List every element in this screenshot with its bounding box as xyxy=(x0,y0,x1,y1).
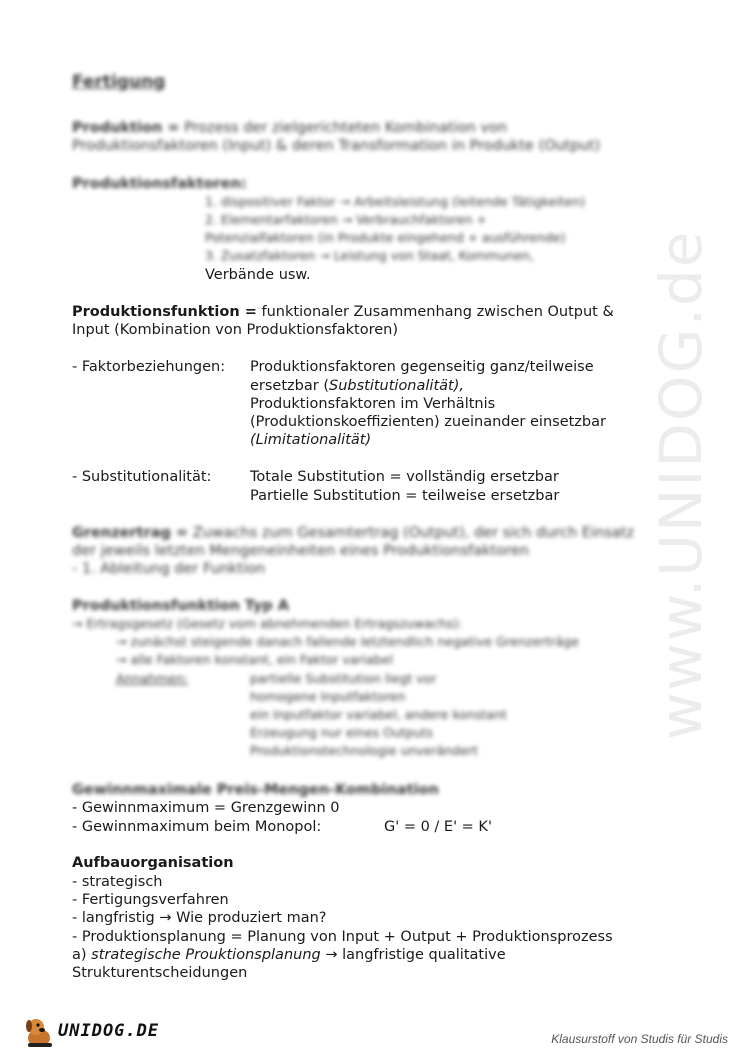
gewinn-heading: Gewinnmaximale Preis-Mengen-Kombination xyxy=(72,782,439,798)
aufbau-l5 xyxy=(72,946,506,965)
typA-l3: → alle Faktoren konstant, ein Faktor variabel xyxy=(116,652,393,667)
aufbau-heading: Aufbauorganisation xyxy=(72,855,234,871)
typA-l2: → zunächst steigende danach fallende letztendlich negative Grenzerträge xyxy=(116,634,579,649)
typA-annahme: ein Inputfaktor variabel, andere konstant xyxy=(250,707,507,722)
grenzertrag-line3: - 1. Ableitung der Funktion xyxy=(72,561,266,577)
faktoren-heading: Produktionsfaktoren: xyxy=(72,176,247,192)
produktion-def: Prozess der zielgerichteten Kombination von xyxy=(184,120,508,136)
faktoren-line: Potenzialfaktoren (in Produkte eingehend + ausführende) xyxy=(205,230,566,245)
aufbau-l5a: a) xyxy=(72,947,92,963)
grenzertrag-line2: der jeweils letzten Mengeneinheiten eines Produktionsfaktoren xyxy=(72,543,529,559)
typA-annahme: Produktionstechnologie unverändert xyxy=(250,743,478,758)
footer-tagline: Klausurstoff von Studis für Studis xyxy=(551,1032,728,1046)
faktoren-line: 1. dispositiver Faktor → Arbeitsleistung (leitende Tätigkeiten) xyxy=(205,194,586,209)
watermark: www.UNIDOG.de xyxy=(647,229,715,740)
typA-heading: Produktionsfunktion Typ A xyxy=(72,598,290,614)
grenzertrag-term: Grenzertrag = xyxy=(72,525,189,541)
funktion-line2: Input (Kombination von Produktionsfaktoren) xyxy=(72,322,399,338)
substitution-label: - Substitutionalität: xyxy=(72,469,212,485)
typA-annahmen-label: Annahmen: xyxy=(116,671,188,686)
typA-annahme: partielle Substitution liegt vor xyxy=(250,671,437,686)
aufbau-l5c: → langfristige qualitative xyxy=(320,947,506,963)
produktion-line2: Produktionsfaktoren (Input) & deren Transformation in Produkte (Output) xyxy=(72,138,601,154)
faktorbeziehungen-l2b: Substitutionalität), xyxy=(328,378,464,394)
faktoren-line: 3. Zusatzfaktoren → Leistung von Staat, Kommunen, xyxy=(205,248,534,263)
grenzertrag-def: Zuwachs zum Gesamtertrag (Output), der sich durch Einsatz xyxy=(192,525,634,541)
gewinn-l2a: - Gewinnmaximum beim Monopol: xyxy=(72,819,322,835)
funktion-line1 xyxy=(72,303,614,322)
faktorbeziehungen-l2a: ersetzbar ( xyxy=(250,378,329,394)
funktion-def: funktionaler Zusammenhang zwischen Output & xyxy=(261,304,614,320)
typA-l1: → Ertragsgesetz (Gesetz vom abnehmenden Ertragszuwachs): xyxy=(72,616,463,631)
grenzertrag-line1 xyxy=(72,524,634,543)
faktoren-last: Verbände usw. xyxy=(205,267,311,283)
page-title: Fertigung xyxy=(72,72,166,92)
faktoren-line: 2. Elementarfaktoren → Verbrauchfaktoren + xyxy=(205,212,487,227)
faktorbeziehungen-l4: (Produktionskoeffizienten) zueinander einsetzbar xyxy=(250,414,606,430)
aufbau-l5b: strategische Prouktionsplanung xyxy=(91,947,321,963)
aufbau-l6: Strukturentscheidungen xyxy=(72,965,248,981)
faktorbeziehungen-l5: (Limitationalität) xyxy=(250,432,372,448)
gewinn-l1: - Gewinnmaximum = Grenzgewinn 0 xyxy=(72,800,340,816)
aufbau-item: - Produktionsplanung = Planung von Input + Output + Produktionsprozess xyxy=(72,929,613,945)
aufbau-item: - strategisch xyxy=(72,874,163,890)
typA-annahme: Erzeugung nur eines Outputs xyxy=(250,725,434,740)
logo-text: UNIDOG.DE xyxy=(58,1021,160,1041)
funktion-term: Produktionsfunktion = xyxy=(72,304,257,320)
faktorbeziehungen-l3: Produktionsfaktoren im Verhältnis xyxy=(250,396,496,412)
faktorbeziehungen-l2 xyxy=(250,377,464,396)
produktion-term: Produktion = xyxy=(72,120,180,136)
faktorbeziehungen-label: - Faktorbeziehungen: xyxy=(72,359,226,375)
substitution-l1: Totale Substitution = vollständig ersetzbar xyxy=(250,469,559,485)
aufbau-item: - Fertigungsverfahren xyxy=(72,892,229,908)
gewinn-l2b: G' = 0 / E' = K' xyxy=(384,819,492,835)
substitution-l2: Partielle Substitution = teilweise ersetzbar xyxy=(250,488,560,504)
produktion-line1 xyxy=(72,119,507,138)
typA-annahme: homogene Inputfaktoren xyxy=(250,689,406,704)
faktorbeziehungen-l1: Produktionsfaktoren gegenseitig ganz/teilweise xyxy=(250,359,594,375)
aufbau-item: - langfristig → Wie produziert man? xyxy=(72,910,327,926)
dog-logo-icon xyxy=(22,1014,58,1050)
